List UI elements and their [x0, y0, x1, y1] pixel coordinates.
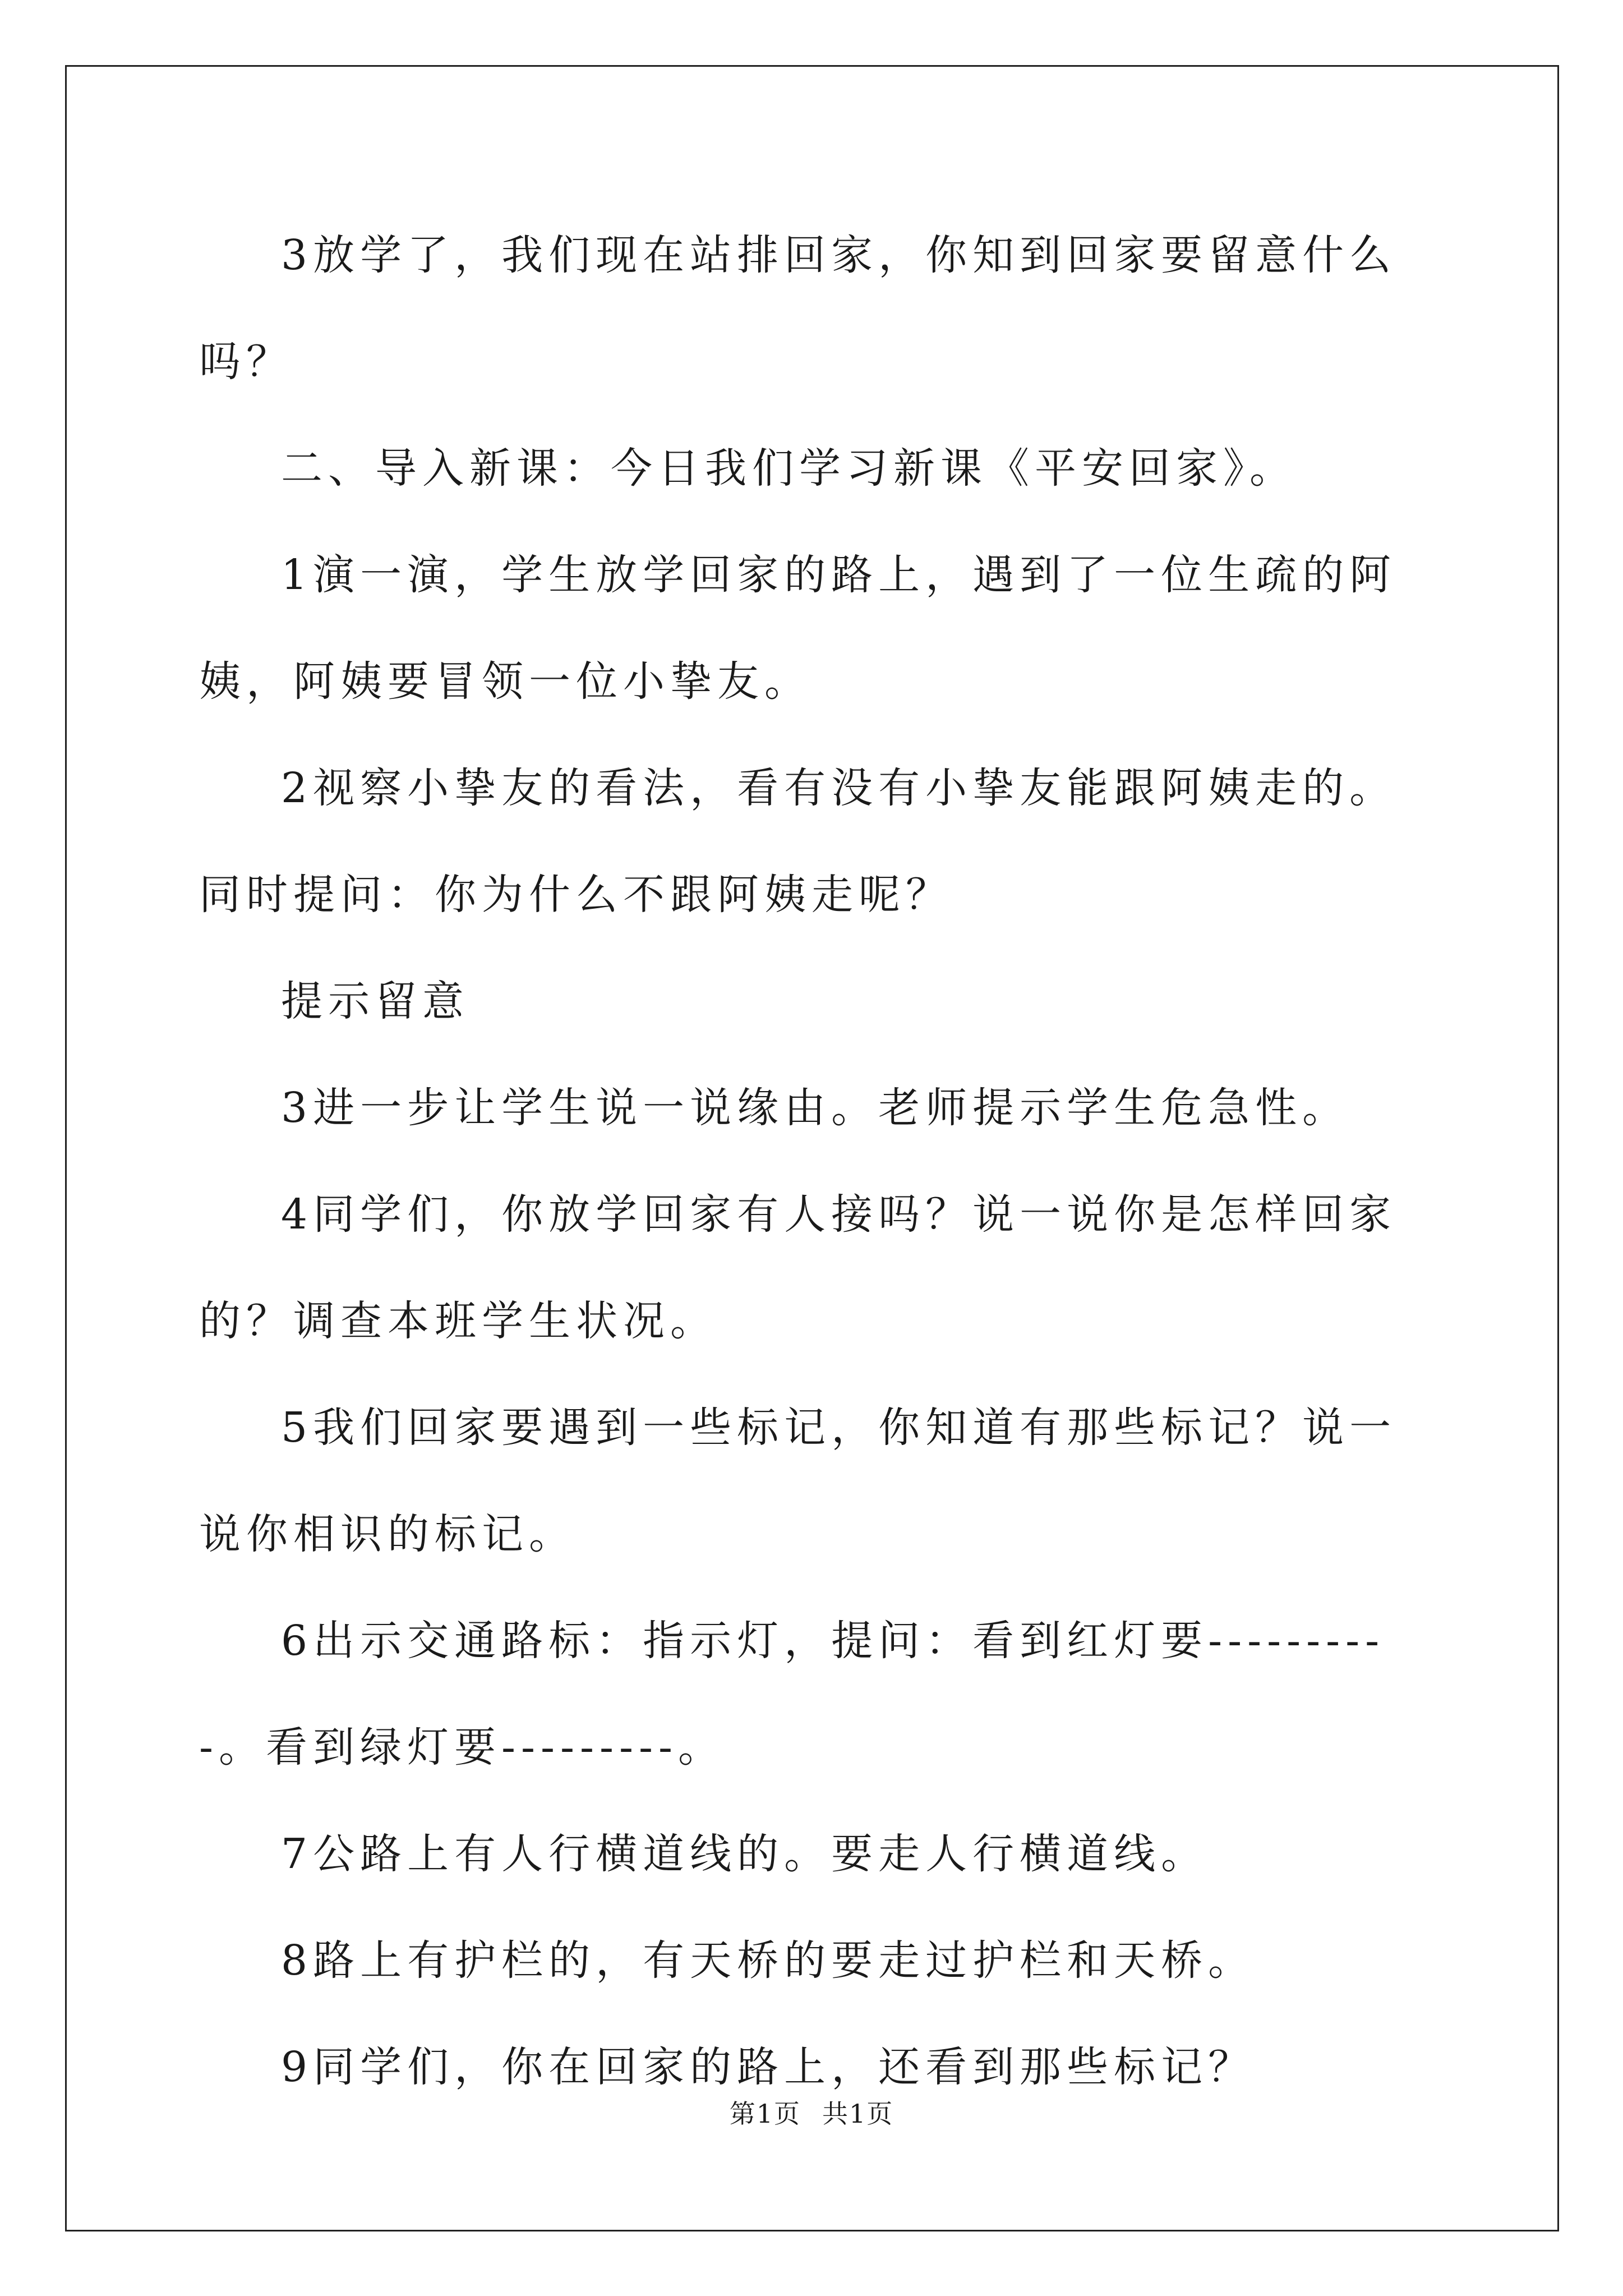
page-total: 共1页	[822, 2099, 894, 2129]
paragraph-4: 2视察小挚友的看法，看有没有小挚友能跟阿姨走的。同时提问：你为什么不跟阿姨走呢？	[199, 764, 1397, 919]
paragraph-3: 1演一演，学生放学回家的路上，遇到了一位生疏的阿姨，阿姨要冒领一位小挚友。	[199, 551, 1397, 706]
paragraph-9: 6出示交通路标：指示灯，提问：看到红灯要----------。看到绿灯要---------。	[199, 1617, 1385, 1772]
paragraph-8: 5我们回家要遇到一些标记，你知道有那些标记？说一说你相识的标记。	[199, 1404, 1397, 1558]
paragraph-6: 3进一步让学生说一说缘由。老师提示学生危急性。	[281, 1084, 1350, 1132]
page-number: 第1页	[729, 2099, 801, 2129]
paragraph-1: 3放学了，我们现在站排回家，你知到回家要留意什么吗？	[199, 231, 1397, 386]
page-footer	[0, 2097, 1623, 2131]
paragraph-10: 7公路上有人行横道线的。要走人行横道线。	[281, 1830, 1209, 1878]
document-body	[199, 202, 1433, 2120]
paragraph-2: 二、导入新课：今日我们学习新课《平安回家》。	[281, 444, 1297, 493]
paragraph-12: 9同学们，你在回家的路上，还看到那些标记？	[281, 2043, 1256, 2091]
paragraph-5: 提示留意	[281, 977, 469, 1025]
paragraph-7: 4同学们，你放学回家有人接吗？说一说你是怎样回家的？调查本班学生状况。	[199, 1190, 1397, 1345]
paragraph-11: 8路上有护栏的，有天桥的要走过护栏和天桥。	[281, 1936, 1256, 1985]
